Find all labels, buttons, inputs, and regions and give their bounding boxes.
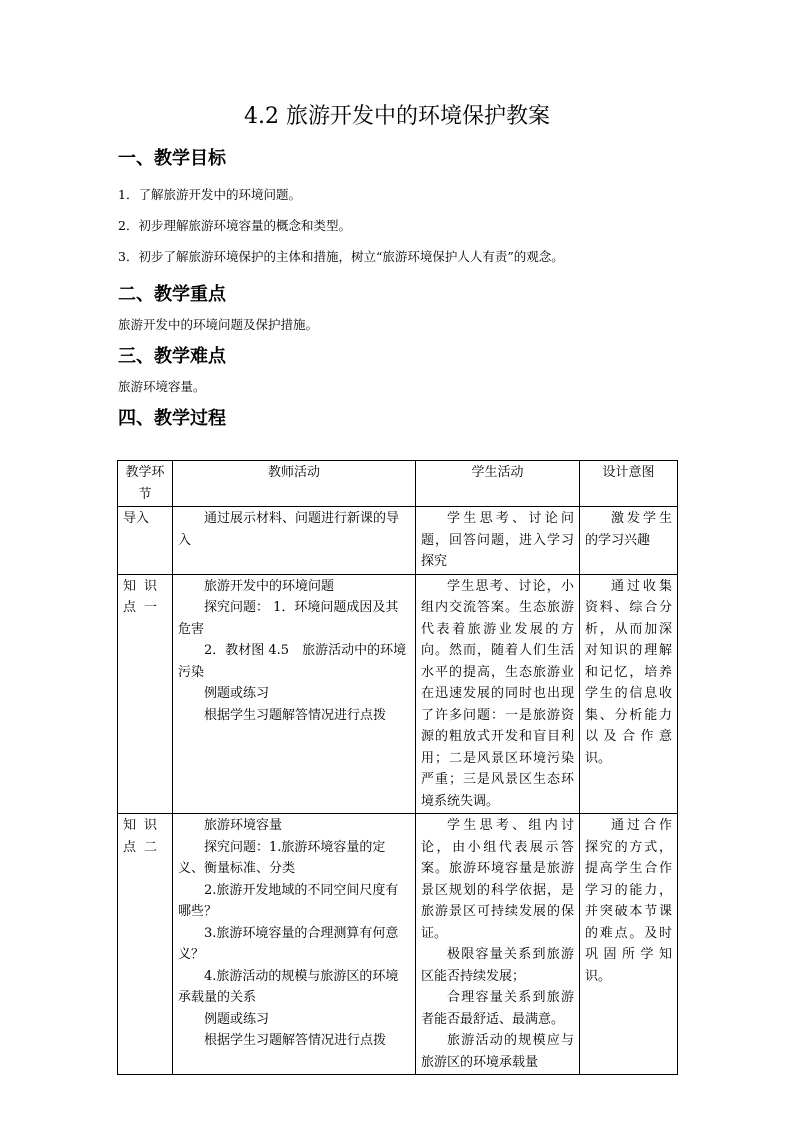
teacher-line: 例题或练习 [204, 1011, 270, 1027]
heading-process: 四、教学过程 [118, 408, 226, 429]
heading-difficulties: 三、教学难点 [118, 346, 226, 367]
header-teacher: 教师活动 [173, 461, 416, 507]
key-points-text: 旅游开发中的环境问题及保护措施。 [118, 317, 319, 332]
header-stage: 教学环节 [118, 461, 173, 507]
student-line: 合理容量关系到旅游者能否最舒适、最满意。 [421, 990, 574, 1027]
design-intent: 激发学生的学习兴趣 [580, 507, 678, 575]
teacher-line: 2．教材图 4.5 旅游活动中的环境污染 [178, 643, 407, 680]
teacher-line: 探究问题： 1．环境问题成因及其危害 [178, 600, 399, 637]
table-header-row [118, 461, 678, 507]
student-activity: 学生思考、讨论问题，回答问题，进入学习探究 [416, 507, 580, 575]
student-line: 极限容量关系到旅游区能否持续发展； [421, 947, 574, 984]
goal-item-3: 3．初步了解旅游环境保护的主体和措施，树立“旅游环境保护人人有责”的观念。 [118, 249, 564, 264]
teacher-activity [173, 574, 416, 814]
heading-goals: 一、教学目标 [118, 148, 226, 169]
student-line: 学生思考、组内讨论，由小组代表展示答案。旅游环境容量是旅游景区规划的科学依据，是旅游景区可持续发展的保证。 [421, 818, 574, 941]
design-intent: 通过合作探究的方式，提高学生合作学习的能力，并突破本节课的难点。及时巩固所学知识。 [580, 814, 678, 1075]
teacher-line: 3.旅游环境容量的合理测算有何意义？ [178, 925, 399, 962]
teacher-line: 旅游环境容量 [204, 818, 283, 833]
difficulties-text: 旅游环境容量。 [118, 379, 206, 394]
teacher-line: 根据学生习题解答情况进行点拨 [204, 1033, 387, 1048]
student-line: 旅游活动的规模应与旅游区的环境承载量 [421, 1033, 574, 1070]
row-stage: 导入 [118, 507, 173, 575]
student-activity: 学生思考、讨论，小组内交流答案。生态旅游代表着旅游业发展的方向。然而，随着人们生活水平的提高，生态旅游业在迅速发展的同时也出现了许多问题：一是旅游资源的粗放式开发和盲目利用；二是风景区环境污染严重；三是风景区生态环境系统失调。 [416, 574, 580, 814]
teacher-line: 旅游开发中的环境问题 [204, 578, 335, 594]
table-row [118, 574, 678, 814]
row-stage: 知识点二 [118, 814, 173, 1075]
document-title: 4.2 旅游开发中的环境保护教案 [244, 104, 550, 129]
heading-key-points: 二、教学重点 [118, 284, 226, 305]
teacher-activity: 通过展示材料、问题进行新课的导入 [173, 507, 416, 575]
teacher-line: 2.旅游开发地域的不同空间尺度有哪些？ [178, 882, 399, 919]
teacher-line: 探究问题：1.旅游环境容量的定义、衡量标准、分类 [178, 839, 386, 876]
row-stage: 知识点一 [118, 574, 173, 814]
design-intent: 通过收集资料、综合分析，从而加深对知识的理解和记忆，培养学生的信息收集、分析能力以及合作意识。 [580, 574, 678, 814]
header-student: 学生活动 [416, 461, 580, 507]
teacher-line: 4.旅游活动的规模与旅游区的环境承载量的关系 [178, 968, 399, 1005]
table-row [118, 814, 678, 1075]
teacher-line: 根据学生习题解答情况进行点拨 [204, 707, 387, 723]
goal-item-1: 1．了解旅游开发中的环境问题。 [118, 187, 301, 202]
process-table [117, 460, 678, 1075]
goal-item-2: 2．初步理解旅游环境容量的概念和类型。 [118, 218, 351, 233]
student-activity [416, 814, 580, 1075]
header-intent: 设计意图 [580, 461, 678, 507]
teacher-line: 例题或练习 [204, 686, 270, 701]
teacher-activity [173, 814, 416, 1075]
table-row [118, 507, 678, 575]
